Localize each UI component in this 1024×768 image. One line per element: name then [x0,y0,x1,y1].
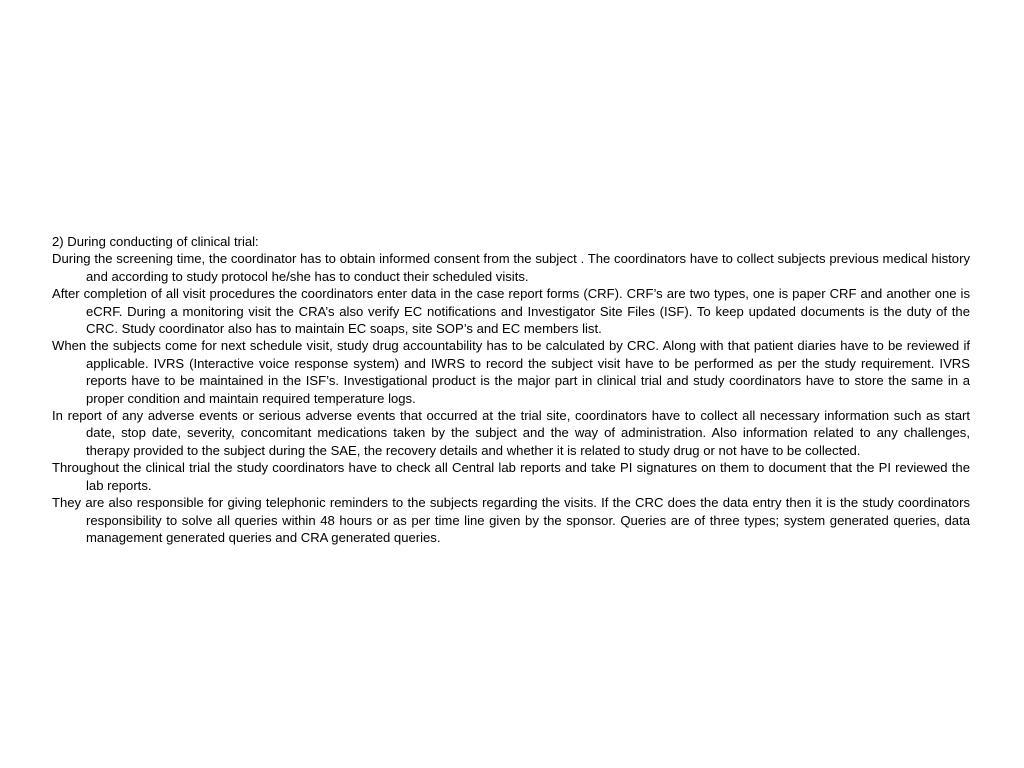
section-heading: 2) During conducting of clinical trial: [52,234,259,249]
paragraph-lab-reports: Throughout the clinical trial the study coordinators have to check all Central lab reports and take PI signatures on them to document that the PI reviewed the lab reports. [52,460,970,493]
paragraph-queries: They are also responsible for giving telephonic reminders to the subjects regarding the visits. If the CRC does the data entry then it is the study coordinators responsibility to solve all queries within 48 hours or as per time line given by the sponsor. Queries are of three types; system generated queries, data management generated queries and CRA generated queries. [52,495,970,545]
paragraph-adverse-events: In report of any adverse events or serious adverse events that occurred at the trial site, coordinators have to collect all necessary information such as start date, stop date, severity, concomitant medications taken by the subject and the way of administration. Also information related to any challenges, therapy provided to the subject during the SAE, the recovery details and whether it is related to study drug or not have to be collected. [52,408,970,458]
paragraph-screening: During the screening time, the coordinator has to obtain informed consent from the subject . The coordinators have to collect subjects previous medical history and according to study protocol he/she has to conduct their scheduled visits. [52,251,970,284]
slide-text-block [52,233,970,546]
paragraph-drug-accountability: When the subjects come for next schedule visit, study drug accountability has to be calculated by CRC. Along with that patient diaries have to be reviewed if applicable. IVRS (Interactive voice response system) and IWRS to record the subject visit have to be performed as per the study requirement. IVRS reports have to be maintained in the ISF’s. Investigational product is the major part in clinical trial and study coordinators have to store the same in a proper condition and maintain required temperature logs. [52,338,970,406]
paragraph-crf: After completion of all visit procedures the coordinators enter data in the case report forms (CRF). CRF’s are two types, one is paper CRF and another one is eCRF. During a monitoring visit the CRA’s also verify EC notifications and Investigator Site Files (ISF). To keep updated documents is the duty of the CRC. Study coordinator also has to maintain EC soaps, site SOP’s and EC members list. [52,286,970,337]
